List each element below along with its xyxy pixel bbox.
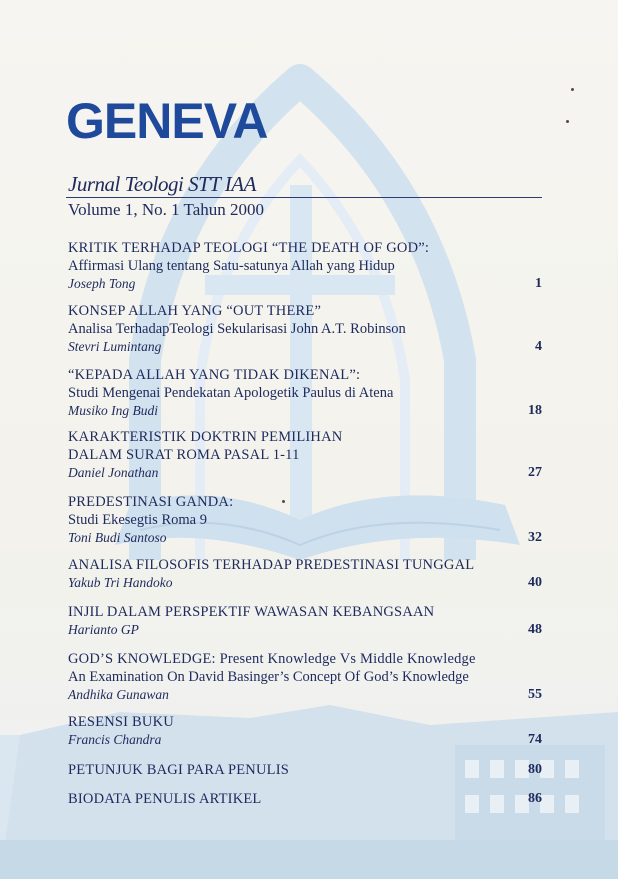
entry-subtitle: Analisa TerhadapTeologi Sekularisasi John A.T. Robinson (68, 321, 406, 337)
toc-entry (68, 366, 542, 420)
entry-title-line2: DALAM SURAT ROMA PASAL 1-11 (68, 447, 300, 463)
entry-title: RESENSI BUKU (68, 714, 174, 730)
entry-author: Toni Budi Santoso (68, 530, 167, 545)
toc-entry (68, 790, 542, 808)
entry-page: 1 (535, 276, 542, 291)
entry-subtitle: Affirmasi Ulang tentang Satu-satunya Allah yang Hidup (68, 258, 395, 274)
entry-subtitle: Studi Mengenai Pendekatan Apologetik Paulus di Atena (68, 385, 394, 401)
toc-entry (68, 302, 542, 356)
toc-entry (68, 493, 542, 547)
entry-author: Yakub Tri Handoko (68, 575, 173, 590)
toc-entry (68, 556, 542, 592)
entry-page: 86 (528, 791, 542, 806)
entry-title: BIODATA PENULIS ARTIKEL (68, 791, 262, 807)
entry-title: KARAKTERISTIK DOKTRIN PEMILIHAN (68, 429, 343, 445)
toc-entry (68, 239, 542, 293)
toc-entry (68, 650, 542, 704)
entry-author: Andhika Gunawan (68, 687, 169, 702)
entry-page: 48 (528, 622, 542, 637)
entry-author: Musiko Ing Budi (68, 403, 158, 418)
entry-page: 55 (528, 687, 542, 702)
entry-author: Stevri Lumintang (68, 339, 162, 354)
entry-title: KRITIK TERHADAP TEOLOGI “THE DEATH OF GOD”: (68, 240, 430, 256)
journal-subtitle: Jurnal Teologi STT IAA (68, 172, 256, 196)
entry-page: 80 (528, 762, 542, 777)
entry-title: INJIL DALAM PERSPEKTIF WAWASAN KEBANGSAAN (68, 604, 435, 620)
entry-title: ANALISA FILOSOFIS TERHADAP PREDESTINASI TUNGGAL (68, 557, 475, 573)
entry-author: Harianto GP (68, 622, 139, 637)
print-speck (282, 500, 285, 503)
toc-entry (68, 713, 542, 749)
entry-author: Joseph Tong (68, 276, 136, 291)
entry-page: 4 (535, 339, 542, 354)
divider (66, 197, 542, 198)
entry-subtitle: An Examination On David Basinger’s Concept Of God’s Knowledge (68, 669, 469, 685)
toc-entry (68, 761, 542, 779)
entry-title: PREDESTINASI GANDA: (68, 494, 234, 510)
toc-entry (68, 428, 542, 482)
entry-page: 27 (528, 465, 542, 480)
print-speck (566, 120, 569, 123)
toc-entry (68, 603, 542, 639)
entry-title: KONSEP ALLAH YANG “OUT THERE” (68, 303, 322, 319)
entry-page: 18 (528, 403, 542, 418)
entry-title: “KEPADA ALLAH YANG TIDAK DIKENAL”: (68, 367, 361, 383)
entry-author: Daniel Jonathan (68, 465, 159, 480)
entry-author: Francis Chandra (68, 732, 162, 747)
entry-subtitle: Studi Ekesegtis Roma 9 (68, 512, 207, 528)
entry-title: GOD’S KNOWLEDGE: Present Knowledge Vs Middle Knowledge (68, 651, 476, 667)
print-speck (571, 88, 574, 91)
journal-title: GENEVA (66, 93, 268, 149)
volume-info: Volume 1, No. 1 Tahun 2000 (68, 200, 265, 219)
entry-title: PETUNJUK BAGI PARA PENULIS (68, 762, 289, 778)
entry-page: 40 (528, 575, 542, 590)
entry-page: 74 (528, 732, 542, 747)
entry-page: 32 (528, 530, 542, 545)
